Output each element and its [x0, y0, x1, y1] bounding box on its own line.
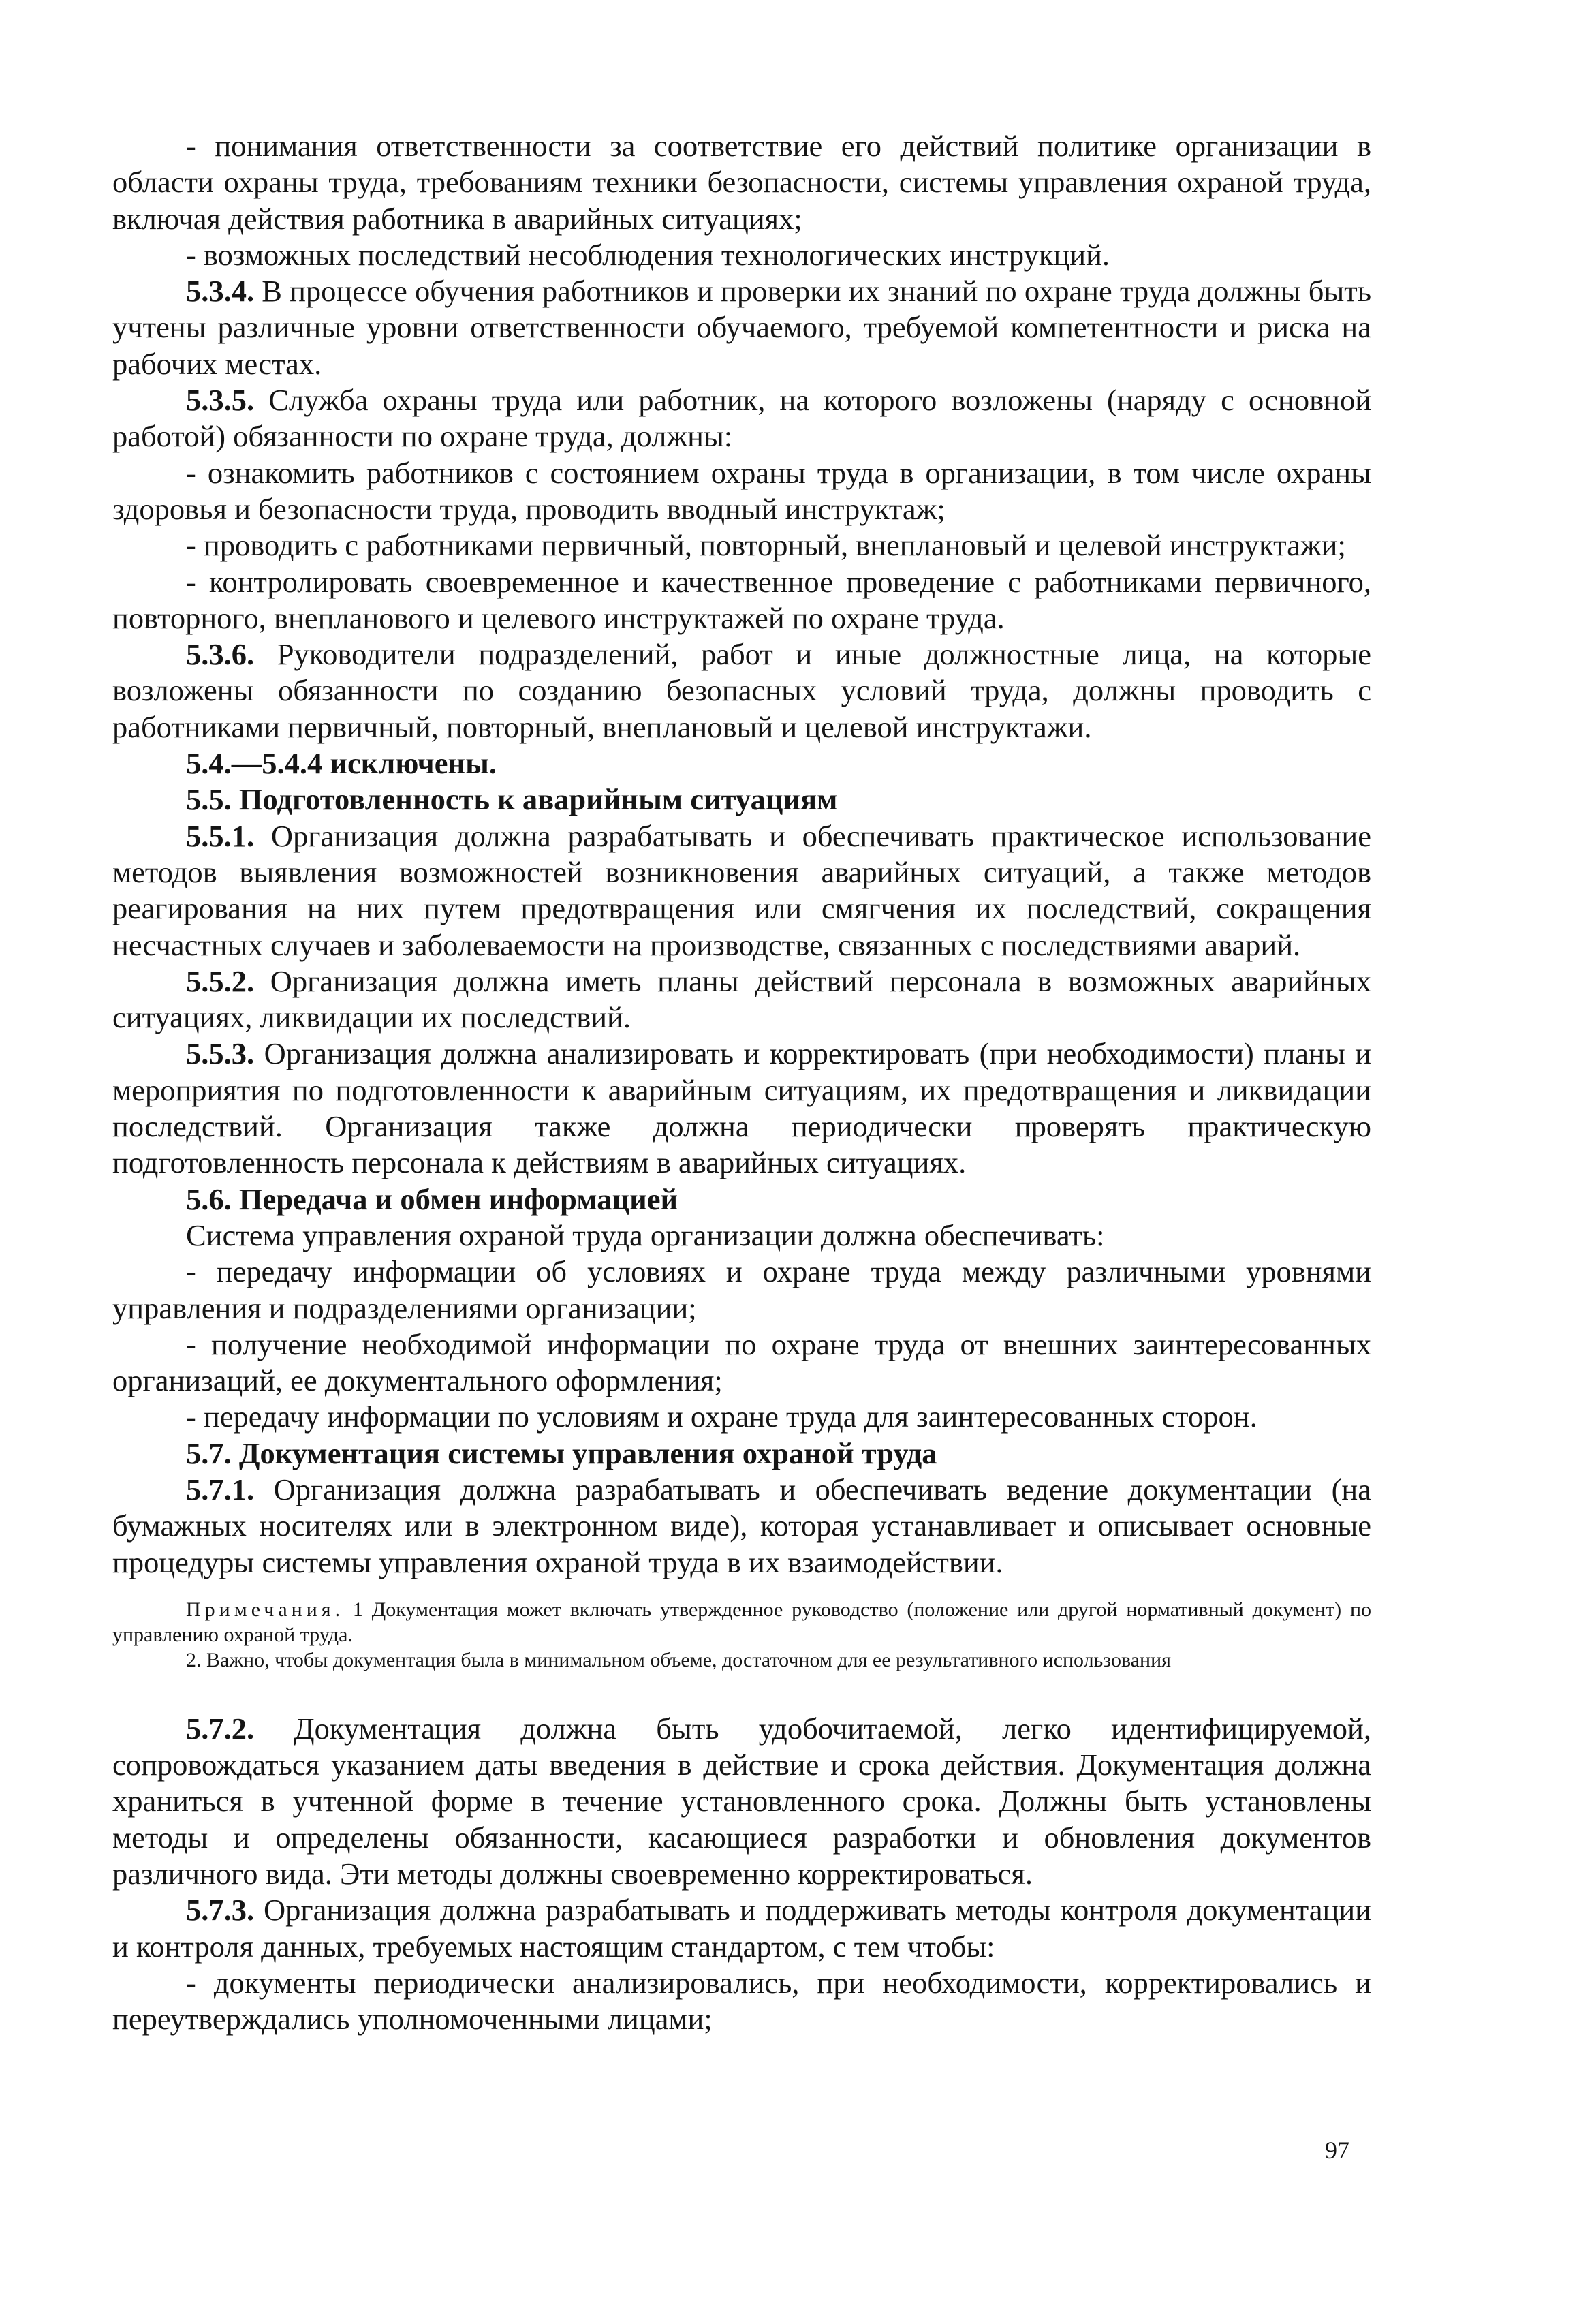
paragraph: [112, 455, 1371, 528]
main-text-continued: [112, 1711, 1371, 2038]
paragraph-text: Служба охраны труда или работник, на которого возложены (наряду с основной работой) обязанности по охране труда, должны:: [112, 383, 1372, 454]
paragraph-text: Организация должна иметь планы действий персонала в возможных аварийных ситуациях, ликвидации их последствий.: [112, 963, 1371, 1035]
paragraph-text: - передачу информации по условиям и охране труда для заинтересованных сторон.: [186, 1399, 1257, 1434]
paragraph-text: Организация должна разрабатывать и обеспечивать ведение документации (на бумажных носителях или в электронном виде), которая устанавливает и описывает основные процедуры системы управления охраной труда в их взаимодействии.: [112, 1472, 1371, 1579]
paragraph-text: - передачу информации об условиях и охране труда между различными уровнями управления и подразделениями организации;: [112, 1254, 1371, 1325]
paragraph-text: - документы периодически анализировались, при необходимости, корректировались и переутверждались уполномоченными лицами;: [112, 1965, 1371, 2036]
paragraph-text: Организация должна анализировать и корректировать (при необходимости) планы и мероприятия по подготовленности к аварийным ситуациям, их предотвращения и ликвидации последствий. Организация также должна периодически проверять практическую подготовленность персонала к действиям в аварийных ситуациях.: [112, 1036, 1372, 1180]
paragraph-text: - контролировать своевременное и качественное проведение с работниками первичного, повторного, внепланового и целевого инструктажей по охране труда.: [112, 564, 1371, 635]
paragraph-number: 5.7.3.: [186, 1893, 255, 1927]
paragraph-text: Руководители подразделений, работ и иные должностные лица, на которые возложены обязанности по созданию безопасных условий труда, должны проводить с работниками первичный, повторный, внеплановый и целевой инструктажи.: [112, 637, 1372, 744]
paragraph: [112, 128, 1371, 237]
note-1-text: 1 Документация может включать утвержденное руководство (положение или другой нормативный документ) по управлению охраной труда.: [112, 1598, 1372, 1646]
main-text: [112, 128, 1371, 1581]
paragraph-text: - проводить с работниками первичный, повторный, внеплановый и целевой инструктажи;: [186, 528, 1346, 563]
page-number: 97: [1325, 2137, 1349, 2164]
paragraph: [112, 1327, 1371, 1399]
paragraph: [112, 237, 1371, 273]
paragraph-number: 5.5.1.: [186, 818, 255, 853]
note-1: [112, 1597, 1371, 1647]
note-2: [112, 1647, 1371, 1673]
paragraph: [112, 1399, 1371, 1435]
numbered-paragraph: [112, 273, 1371, 382]
numbered-paragraph: [112, 1036, 1371, 1181]
paragraph-number: 5.7.2.: [186, 1711, 255, 1746]
numbered-paragraph: [112, 382, 1371, 455]
paragraph-text: В процессе обучения работников и проверки их знаний по охране труда должны быть учтены различные уровни ответственности обучаемого, требуемой компетентности и риска на рабочих местах.: [112, 274, 1371, 381]
paragraph-text: - понимания ответственности за соответствие его действий политике организации в области охраны труда, требованиям техники безопасности, системы управления охраной труда, включая действия работника в аварийных ситуациях;: [112, 129, 1371, 236]
numbered-paragraph: [112, 818, 1371, 963]
paragraph: [112, 527, 1371, 563]
paragraph: [112, 1218, 1371, 1254]
paragraph-text: - получение необходимой информации по охране труда от внешних заинтересованных организаций, ее документального оформления;: [112, 1327, 1371, 1398]
section-heading: 5.4.—5.4.4 исключены.: [186, 746, 497, 781]
section-heading: 5.5. Подготовленность к аварийным ситуациям: [186, 782, 838, 817]
numbered-paragraph: [112, 636, 1371, 745]
numbered-paragraph: [112, 1892, 1371, 1965]
paragraph-text: - возможных последствий несоблюдения технологических инструкций.: [186, 237, 1110, 272]
paragraph-number: 5.3.4.: [186, 274, 255, 309]
paragraph-number: 5.7.1.: [186, 1472, 255, 1506]
document-page: [112, 128, 1371, 2038]
paragraph: [112, 1254, 1371, 1327]
numbered-paragraph: [112, 1711, 1371, 1892]
paragraph-text: Организация должна разрабатывать и поддерживать методы контроля документации и контроля данных, требуемых настоящим стандартом, с тем чтобы:: [112, 1893, 1371, 1964]
paragraph: [112, 1965, 1371, 2038]
paragraph-number: 5.5.3.: [186, 1036, 255, 1071]
paragraph-number: 5.3.5.: [186, 383, 255, 418]
notes-block: [112, 1597, 1371, 1673]
paragraph-text: - ознакомить работников с состоянием охраны труда в организации, в том числе охраны здоровья и безопасности труда, проводить вводный инструктаж;: [112, 455, 1371, 526]
numbered-paragraph: [112, 1472, 1371, 1581]
note-2-text: 2. Важно, чтобы документация была в минимальном объеме, достаточном для ее результативного использования: [186, 1648, 1171, 1671]
section-heading: 5.6. Передача и обмен информацией: [186, 1181, 678, 1216]
numbered-paragraph: [112, 963, 1371, 1036]
paragraph-number: 5.3.6.: [186, 637, 255, 672]
paragraph-text: Организация должна разрабатывать и обеспечивать практическое использование методов выявления возможностей возникновения аварийных ситуаций, а также методов реагирования на них путем предотвращения или смягчения их последствий, сокращения несчастных случаев и заболеваемости на производстве, связанных с последствиями аварий.: [112, 818, 1372, 962]
section-heading: 5.7. Документация системы управления охраной труда: [186, 1436, 937, 1470]
paragraph-text: Система управления охраной труда организации должна обеспечивать:: [186, 1218, 1105, 1252]
notes-label: Примечания.: [186, 1598, 345, 1621]
paragraph: [112, 564, 1371, 637]
paragraph-number: 5.5.2.: [186, 963, 255, 998]
paragraph-text: Документация должна быть удобочитаемой, легко идентифицируемой, сопровождаться указанием даты введения в действие и срока действия. Документация должна храниться в учтенной форме в течение установленного срока. Должны быть установлены методы и определены обязанности, касающиеся разработки и обновления документов различного вида. Эти методы должны своевременно корректироваться.: [112, 1711, 1371, 1891]
